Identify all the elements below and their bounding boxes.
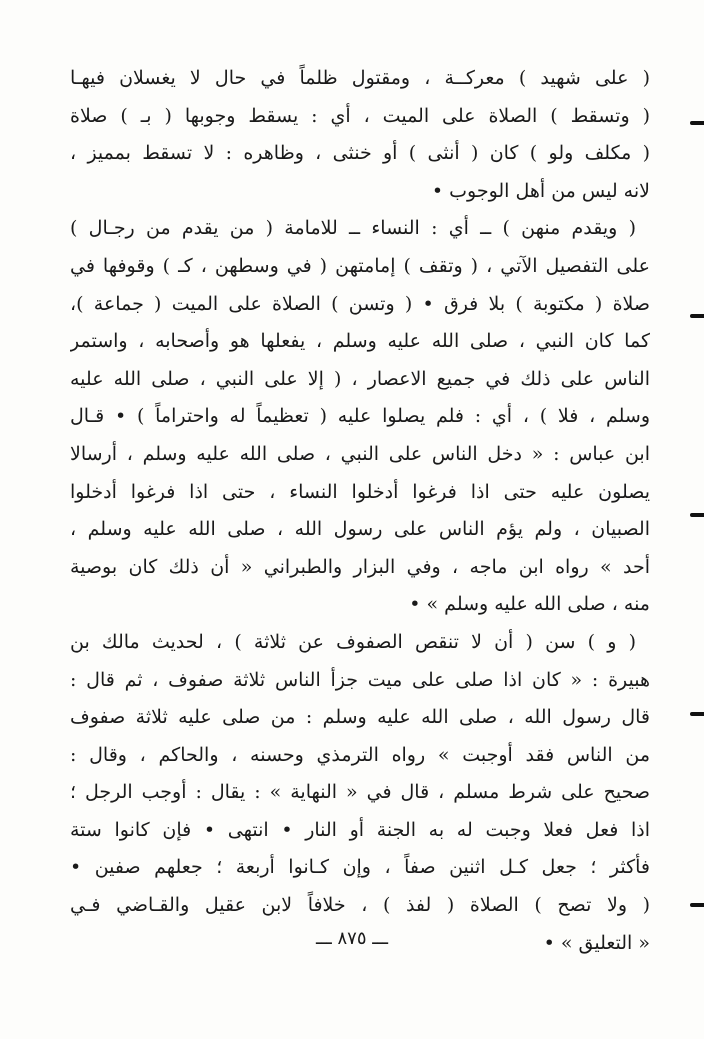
text-line: يصلون عليه حتى اذا فرغوا أدخلوا النساء ، حتى اذا فرغوا أدخلوا <box>70 480 650 503</box>
page-body-text <box>70 60 650 962</box>
text-line: قال رسول الله ، صلى الله عليه وسلم : من صلى عليه ثلاثة صفوف <box>70 706 650 729</box>
text-line: لانه ليس من أهل الوجوب • <box>431 179 650 202</box>
text-line: على التفصيل الآتي ، ( وتقف ) إمامتهن ( في وسطهن ، كـ ) وقوفها في <box>70 254 650 277</box>
margin-mark <box>690 903 704 907</box>
margin-mark <box>690 314 704 318</box>
text-line: اذا فعل فعلا وجبت له به الجنة أو النار • انتهى • فإن كانوا ستة <box>70 818 650 841</box>
text-line: صحيح على شرط مسلم ، قال في « النهاية » : يقال : أوجب الرجل ؛ <box>70 781 650 804</box>
text-line: صلاة ( مكتوبة ) بلا فرق • ( وتسن ) الصلاة على الميت ( جماعة )، <box>70 292 650 315</box>
text-line: ( على شهيد ) معركــة ، ومقتول ظلماً في حال لا يغسلان فيهـا <box>70 67 650 89</box>
text-line: ( و ) سن ( أن لا تنقص الصفوف عن ثلاثة ) ، لحديث مالك بن <box>70 630 636 653</box>
text-line: ( مكلف ولو ) كان ( أنثى ) أو خنثى ، وظاهره : لا تسقط بمميز ، <box>70 142 650 165</box>
margin-mark <box>690 513 704 517</box>
text-line: الناس على ذلك في جميع الاعصار ، ( إلا على النبي ، صلى الله عليه <box>70 367 650 390</box>
text-line: كما كان النبي ، صلى الله عليه وسلم ، يفعلها هو وأصحابه ، واستمر <box>70 330 650 353</box>
text-line: فأكثر ؛ جعل كـل اثنين صفاً ، وإن كـانوا أربعة ؛ جعلهم صفين • <box>70 856 650 879</box>
text-line: ( ويقدم منهن ) ــ أي : النساء ــ للامامة ( من يقدم من رجـال ) <box>70 217 636 240</box>
text-line: الصبيان ، ولم يؤم الناس على رسول الله ، صلى الله عليه وسلم ، <box>70 518 650 541</box>
text-line: هبيرة : « كان اذا صلى على ميت جزأ الناس ثلاثة صفوف ، ثم قال : <box>70 668 650 691</box>
page-number: ـــ ٨٧٥ ـــ <box>315 928 389 949</box>
text-line: من الناس فقد أوجبت » رواه الترمذي وحسنه ، والحاكم ، وقال : <box>70 743 650 766</box>
text-line: منه ، صلى الله عليه وسلم » • <box>409 593 650 616</box>
margin-mark <box>690 121 704 125</box>
text-line: ( ولا تصح ) الصلاة ( لفذ ) ، خلافاً لابن عقيل والقـاضي فـي <box>70 894 650 917</box>
text-line: ( وتسقط ) الصلاة على الميت ، أي : يسقط وجوبها ( بـ ) صلاة <box>70 104 650 127</box>
text-line: أحد » رواه ابن ماجه ، وفي البزار والطبراني « أن ذلك كان بوصية <box>70 555 650 578</box>
margin-mark <box>690 712 704 716</box>
text-line: « التعليق » • <box>543 931 650 954</box>
text-line: وسلم ، فلا ) ، أي : فلم يصلوا عليه ( تعظيماً له واحتراماً ) • قـال <box>70 405 650 428</box>
text-line: ابن عباس : « دخل الناس على النبي ، صلى الله عليه وسلم ، أرسالا <box>70 442 650 465</box>
